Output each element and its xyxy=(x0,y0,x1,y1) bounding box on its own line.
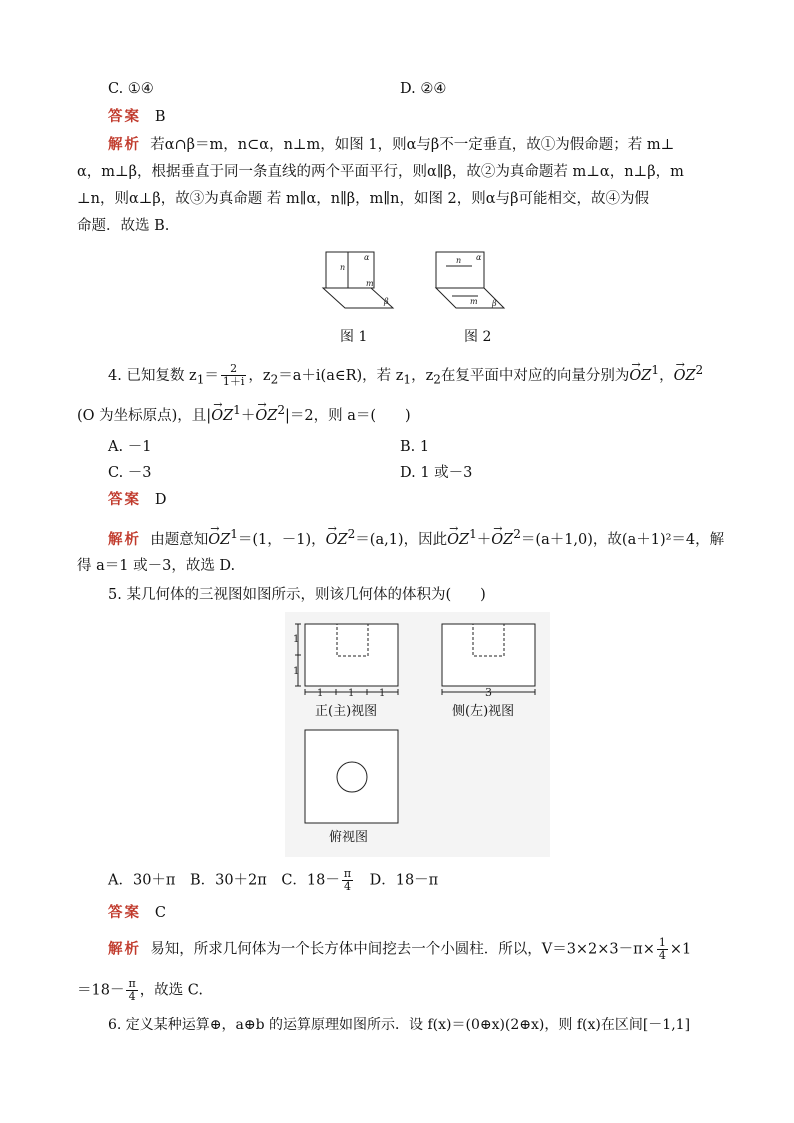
q3-answer xyxy=(108,107,165,127)
svg-text:α: α xyxy=(364,253,370,262)
q5-stem: 5. 某几何体的三视图如图所示，则该几何体的体积为( ) xyxy=(108,587,486,603)
q4-stem-line1: 4. 已知复数 $z_1=$ $\frac{2}{1+i}$ ，$z_2=a+i(a\in R)$，若 $z_1$，$z_2$在复平面中对应的向量分别为→ $OZ^1$，→ $OZ^2$ xyxy=(108,360,703,390)
q3-analysis-line4: 命题．故选 B. xyxy=(77,218,170,234)
figure-1-caption: 图 1 xyxy=(340,329,368,345)
front-view xyxy=(295,624,398,695)
q6-stem: 6. 定义某种运算⊕，a⊕b 的运算原理如图所示．设 f(x)＝(0⊕x)(2⊕x)，则 f(x)在区间[－1,1] xyxy=(108,1017,691,1033)
q4-answer: 答案 D xyxy=(108,491,167,508)
svg-text:α: α xyxy=(476,253,482,262)
q4-stem-line2: (O 为坐标原点)，且|→ $OZ^1+\to OZ^2|=2$，则 a＝( ) xyxy=(77,400,411,426)
q5-analysis-line2: ＝18－ $\frac{\pi}{4}$ ，故选 C. xyxy=(77,977,203,1003)
q4-option-b: B. 1 xyxy=(400,439,430,455)
svg-text:n: n xyxy=(456,256,462,265)
analysis-label: 解析 xyxy=(108,136,141,153)
q3-analysis-line3: ⊥n，则α⊥β，故③为真命题 若 m∥α，n∥β，m∥n，如图 2，则α与β可能相交，故④为假 xyxy=(77,191,649,207)
front-view-label: 正(主)视图 xyxy=(315,704,378,719)
q3-option-d: D. ②④ xyxy=(400,81,447,97)
q3-option-c: C. ①④ xyxy=(108,81,154,97)
figure-2-caption: 图 2 xyxy=(464,329,492,345)
plane-beta xyxy=(323,288,393,308)
dim-label: 3 xyxy=(485,686,492,699)
dim-label: 1 xyxy=(317,688,324,699)
svg-text:β: β xyxy=(384,297,389,306)
analysis-text: 若α∩β＝m，n⊂α，n⊥m，如图 1，则α与β不一定垂直，故①为假命题；若 m⊥ xyxy=(150,137,675,153)
q4-analysis-line2: 得 a＝1 或－3，故选 D. xyxy=(77,558,236,574)
svg-text:β: β xyxy=(492,299,497,308)
svg-text:m: m xyxy=(470,297,478,306)
svg-text:n: n xyxy=(340,263,346,272)
q4-analysis-line1: 解析 由题意知→ $OZ^1=(1$，－1)，→ $OZ^2=(a,1)$，因此→ $OZ^1+\to OZ^2=(a+1,0)$，故(a＋1)²＝4，解 xyxy=(108,524,724,550)
svg-text:m: m xyxy=(366,279,374,288)
answer-label: 答案 xyxy=(108,108,141,125)
top-view-label: 俯视图 xyxy=(329,830,369,845)
q5-options: A．30＋π B．30＋2π C．18－ $\frac{\pi}{4}$ D．18－π xyxy=(108,867,439,893)
figure-2 xyxy=(436,252,504,308)
dim-label: 1 xyxy=(293,634,300,645)
q4-option-c: C. －3 xyxy=(108,465,152,481)
side-view-label: 侧(左)视图 xyxy=(452,704,515,719)
three-view-figure xyxy=(285,612,550,857)
q4-option-a: A. －1 xyxy=(108,439,152,455)
dim-label: 1 xyxy=(348,688,355,699)
q3-analysis-line2: α，m⊥β，根据垂直于同一条直线的两个平面平行，则α∥β，故②为真命题若 m⊥α，n⊥β，m xyxy=(77,164,684,180)
fraction: $\frac{2}{1+i}$ xyxy=(222,362,245,389)
q3-analysis-line1 xyxy=(108,135,674,155)
planes-figures xyxy=(316,246,516,316)
q5-answer: 答案 C xyxy=(108,904,166,921)
q4-option-d: D. 1 或－3 xyxy=(400,465,473,481)
side-view xyxy=(442,624,535,695)
dim-label: 1 xyxy=(293,666,300,677)
top-view xyxy=(305,730,398,823)
dim-label: 1 xyxy=(379,688,386,699)
figure-1 xyxy=(323,252,393,308)
answer-value: B xyxy=(154,109,166,125)
q5-analysis-line1: 解析 易知，所求几何体为一个长方体中间挖去一个小圆柱．所以，V＝3×2×3－π× $\frac{1}{4}$ ×1 xyxy=(108,936,692,962)
